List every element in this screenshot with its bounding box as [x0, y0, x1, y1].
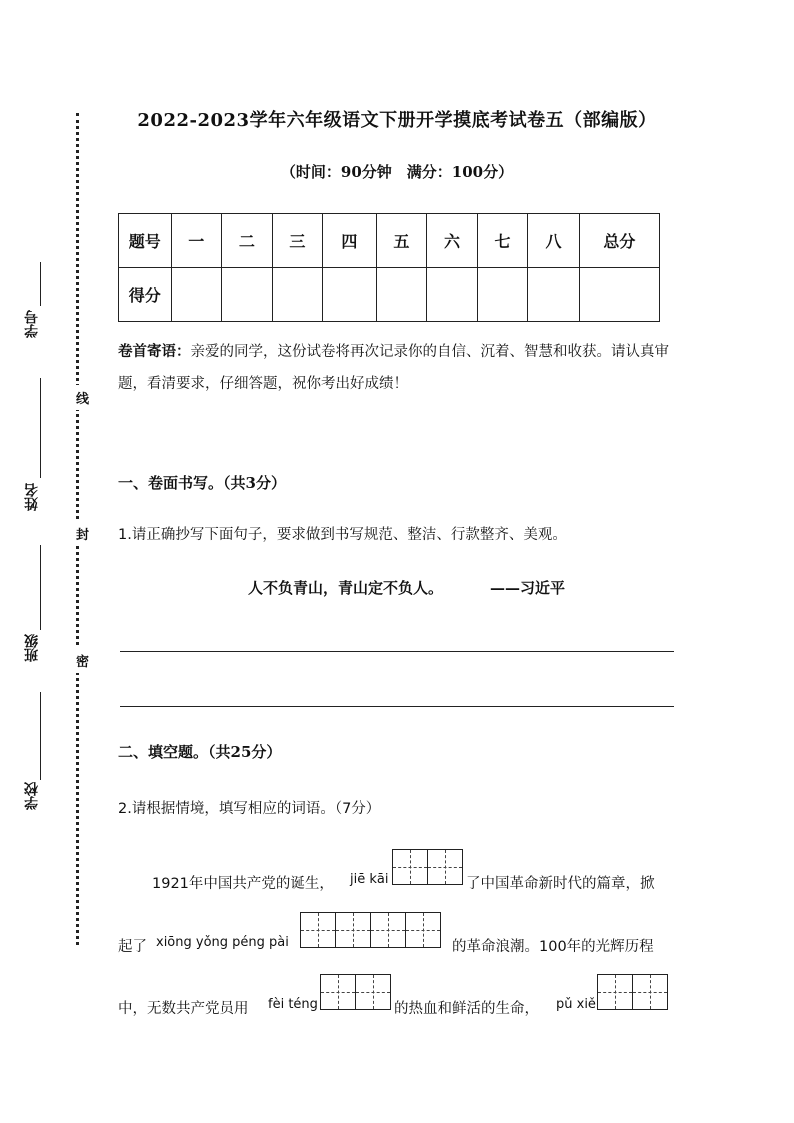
name-blank[interactable]: [40, 378, 41, 478]
table-cell: 七: [477, 214, 528, 268]
section2-heading: 二、填空题。（共25分）: [118, 743, 282, 761]
quote-author: ——习近平: [490, 579, 566, 597]
question-1: 1.请正确抄写下面句子，要求做到书写规范、整洁、行款整齐、美观。: [118, 527, 567, 543]
tianzige-cell[interactable]: [355, 974, 391, 1010]
binding-label-secret: 密: [76, 648, 89, 673]
intro-text: 亲爱的同学，这份试卷将再次记录你的自信、沉着、智慧和收获。请认真审题，看清要求，仔细答题，祝你考出好成绩！: [118, 344, 669, 392]
intro-message: [118, 336, 678, 400]
tianzige-cell[interactable]: [370, 912, 406, 948]
tianzige-cell[interactable]: [320, 974, 356, 1010]
quote-text: 人不负青山，青山定不负人。: [248, 579, 444, 597]
class-label: 班级: [24, 634, 40, 662]
school-label: 学校: [24, 782, 40, 810]
pinyin-fei-teng: fèi téng: [268, 997, 318, 1012]
tianzige-cell[interactable]: [405, 912, 441, 948]
score-cell[interactable]: [427, 268, 478, 322]
para-line2-b: 的革命浪潮。100年的光辉历程: [452, 939, 654, 955]
table-cell: 得分: [119, 268, 172, 322]
table-cell: 三: [272, 214, 323, 268]
score-cell[interactable]: [272, 268, 323, 322]
class-blank[interactable]: [40, 545, 41, 630]
tianzige-answer-3[interactable]: [321, 974, 391, 1010]
tianzige-answer-4[interactable]: [598, 974, 668, 1010]
table-cell: 总分: [579, 214, 659, 268]
para-line1-a: 1921年中国共产党的诞生，: [152, 876, 334, 892]
exam-title: 2022-2023学年六年级语文下册开学摸底考试卷五（部编版）: [137, 110, 657, 131]
writing-line[interactable]: [120, 706, 674, 707]
section1-heading: 一、卷面书写。（共3分）: [118, 474, 286, 492]
score-cell[interactable]: [579, 268, 659, 322]
table-cell: 八: [528, 214, 580, 268]
exam-subtitle: （时间：90分钟 满分：100分）: [280, 163, 514, 181]
para-line1-b: 了中国革命新时代的篇章，掀: [466, 876, 655, 892]
school-blank[interactable]: [40, 692, 41, 780]
writing-line[interactable]: [120, 651, 674, 652]
score-cell[interactable]: [528, 268, 580, 322]
score-cell[interactable]: [222, 268, 273, 322]
student-id-blank[interactable]: [40, 262, 41, 306]
name-label: 姓名: [24, 483, 40, 511]
table-cell: 四: [323, 214, 377, 268]
para-line3-b: 的热血和鲜活的生命，: [394, 1001, 539, 1017]
score-cell[interactable]: [477, 268, 528, 322]
pinyin-jie-kai: jiē kāi: [350, 872, 389, 887]
tianzige-cell[interactable]: [335, 912, 371, 948]
tianzige-cell[interactable]: [597, 974, 633, 1010]
binding-label-seal: 封: [76, 521, 89, 546]
table-cell: 题号: [119, 214, 172, 268]
student-id-label: 学号: [24, 310, 40, 338]
tianzige-cell[interactable]: [427, 849, 463, 885]
tianzige-cell[interactable]: [300, 912, 336, 948]
score-table-header-row: [119, 214, 660, 268]
tianzige-cell[interactable]: [632, 974, 668, 1010]
tianzige-cell[interactable]: [392, 849, 428, 885]
binding-label-line: 线: [76, 385, 89, 410]
score-cell[interactable]: [171, 268, 222, 322]
pinyin-xiong-yong-peng-pai: xiōng yǒng péng pài: [156, 935, 289, 950]
table-cell: 六: [427, 214, 478, 268]
score-cell[interactable]: [323, 268, 377, 322]
table-cell: 五: [376, 214, 427, 268]
tianzige-answer-1[interactable]: [393, 849, 463, 885]
pinyin-pu-xie: pǔ xiě: [556, 997, 596, 1012]
table-cell: 二: [222, 214, 273, 268]
score-table: [118, 213, 660, 322]
score-cell[interactable]: [376, 268, 427, 322]
tianzige-answer-2[interactable]: [301, 912, 441, 948]
table-cell: 一: [171, 214, 222, 268]
score-table-score-row: [119, 268, 660, 322]
intro-label: 卷首寄语：: [118, 343, 191, 360]
question-2: 2.请根据情境，填写相应的词语。（7分）: [118, 801, 381, 817]
para-line2-a: 起了: [118, 939, 147, 955]
para-line3-a: 中，无数共产党员用: [118, 1001, 249, 1017]
